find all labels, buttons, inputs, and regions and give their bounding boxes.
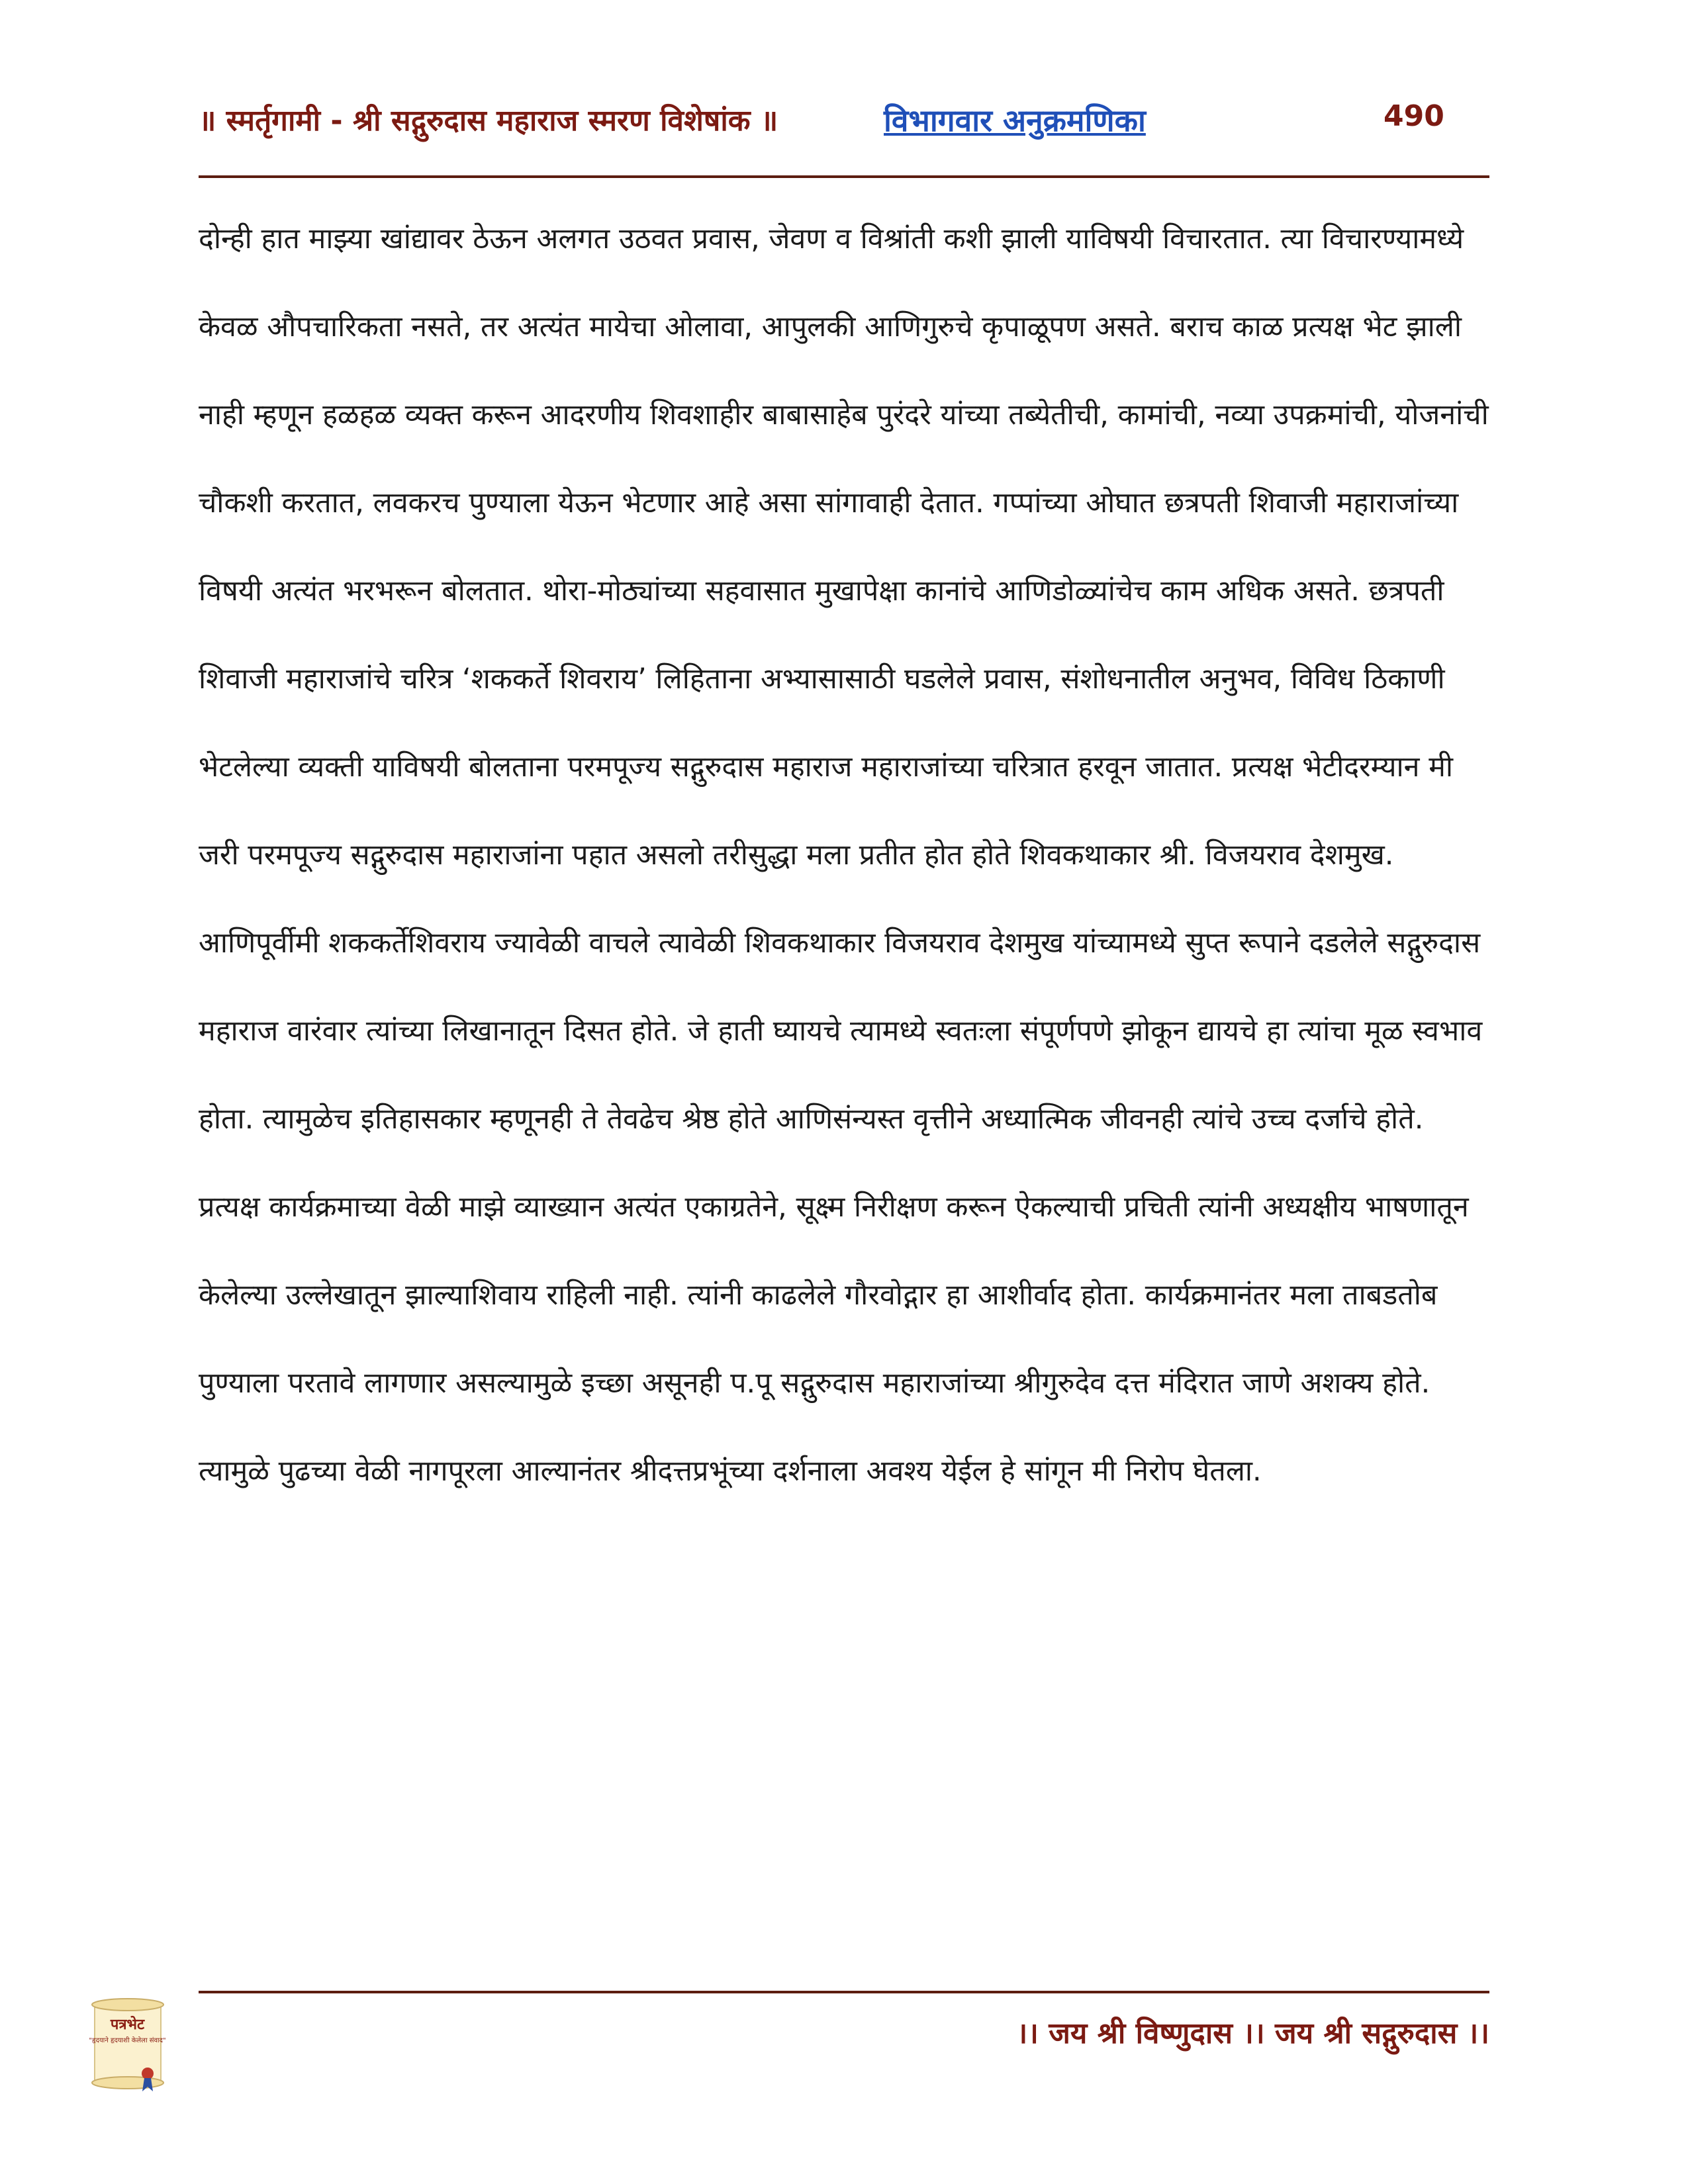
publication-title: ॥ स्मर्तृगामी - श्री सद्गुरुदास महाराज स्मरण विशेषांक ॥ bbox=[199, 104, 778, 138]
page-header bbox=[199, 99, 1489, 152]
logo-tagline: "हृदयाने हृदयाशी केलेला संवाद" bbox=[89, 2037, 166, 2044]
index-link[interactable]: विभागवार अनुक्रमणिका bbox=[884, 103, 1146, 138]
page-number: 490 bbox=[1383, 99, 1444, 133]
patrabhet-scroll-logo bbox=[83, 1995, 172, 2095]
article-body: दोन्ही हात माझ्या खांद्यावर ठेऊन अलगत उठवत प्रवास, जेवण व विश्रांती कशी झाली याविषयी विचारतात. त्या विचारण्यामध्ये केवळ औपचारिकता नसते, तर अत्यंत मायेचा ओलावा, आपुलकी आणिगुरुचे कृपाळूपण असते. बराच काळ प्रत्यक्ष भेट झाली नाही म्हणून हळहळ व्यक्त करून आदरणीय शिवशाहीर बाबासाहेब पुरंदरे यांच्या तब्येतीची, कामांची, नव्या उपक्रमांची, योजनांची चौकशी करतात, लवकरच पुण्याला येऊन भेटणार आहे असा सांगावाही देतात. गप्पांच्या ओघात छत्रपती शिवाजी महाराजांच्या विषयी अत्यंत भरभरून बोलतात. थोरा-मोठ्यांच्या सहवासात मुखापेक्षा कानांचे आणिडोळ्यांचेच काम अधिक असते. छत्रपती शिवाजी महाराजांचे चरित्र ‘शककर्ते शिवराय’ लिहिताना अभ्यासासाठी घडलेले प्रवास, संशोधनातील अनुभव, विविध ठिकाणी भेटलेल्या व्यक्ती याविषयी बोलताना परमपूज्य सद्गुरुदास महाराज महाराजांच्या चरित्रात हरवून जातात. प्रत्यक्ष भेटीदरम्यान मी जरी परमपूज्य सद्गुरुदास महाराजांना पहात असलो तरीसुद्धा मला प्रतीत होत होते शिवकथाकार श्री. विजयराव देशमुख. आणिपूर्वीमी शककर्तेशिवराय ज्यावेळी वाचले त्यावेळी शिवकथाकार विजयराव देशमुख यांच्यामध्ये सुप्त रूपाने दडलेले सद्गुरुदास महाराज वारंवार त्यांच्या लिखानातून दिसत होते. जे हाती घ्यायचे त्यामध्ये स्वतःला संपूर्णपणे झोकून द्यायचे हा त्यांचा मूळ स्वभाव होता. त्यामुळेच इतिहासकार म्हणूनही ते तेवढेच श्रेष्ठ होते आणिसंन्यस्त वृत्तीने अध्यात्मिक जीवनही त्यांचे उच्च दर्जाचे होते. प्रत्यक्ष कार्यक्रमाच्या वेळी माझे व्याख्यान अत्यंत एकाग्रतेने, सूक्ष्म निरीक्षण करून ऐकल्याची प्रचिती त्यांनी अध्यक्षीय भाषणातून केलेल्या उल्लेखातून झाल्याशिवाय राहिली नाही. त्यांनी काढलेले गौरवोद्गार हा आशीर्वाद होता. कार्यक्रमानंतर मला ताबडतोब पुण्याला परतावे लागणार असल्यामुळे इच्छा असूनही प.पू सद्गुरुदास महाराजांच्या श्रीगुरुदेव दत्त मंदिरात जाणे अशक्य होते. त्यामुळे पुढच्या वेळी नागपूरला आल्यानंतर श्रीदत्तप्रभूंच्या दर्शनाला अवश्य येईल हे सांगून मी निरोप घेतला. bbox=[199, 222, 1489, 1488]
logo-label: पत्रभेट bbox=[110, 2017, 145, 2033]
scroll-icon bbox=[83, 1995, 172, 2095]
footer-divider bbox=[199, 1991, 1489, 1993]
header-divider bbox=[199, 175, 1489, 178]
footer-salutation: ।। जय श्री विष्णुदास ।। जय श्री सद्गुरुदास ।। bbox=[1016, 2017, 1489, 2050]
